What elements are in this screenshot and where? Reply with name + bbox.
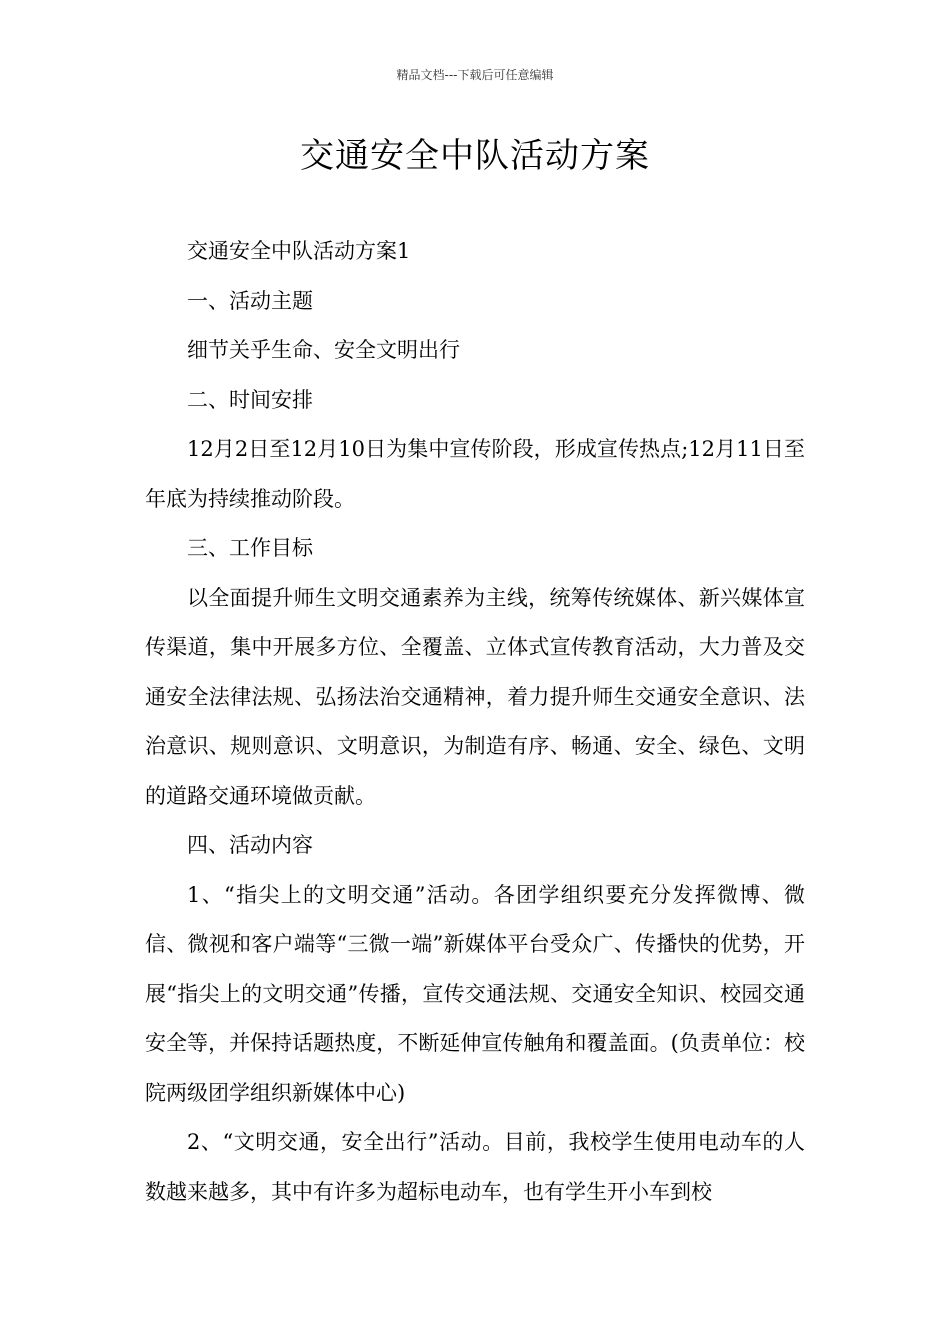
document-body xyxy=(145,227,805,1217)
paragraph-activity-1: 1、“指尖上的文明交通”活动。各团学组织要充分发挥微博、微信、微视和客户端等“三微一端”新媒体平台受众广、传播快的优势，开展“指尖上的文明交通”传播，宣传交通法规、交通安全知识、校园交通安全等，并保持话题热度，不断延伸宣传触角和覆盖面。(负责单位：校院两级团学组织新媒体中心) xyxy=(145,882,805,1105)
section-heading-content: 四、活动内容 xyxy=(187,833,313,857)
section-heading-theme: 一、活动主题 xyxy=(187,288,313,313)
paragraph-goals: 以全面提升师生文明交通素养为主线，统筹传统媒体、新兴媒体宣传渠道，集中开展多方位、全覆盖、立体式宣传教育活动，大力普及交通安全法律法规、弘扬法治交通精神，着力提升师生交通安全意识、法治意识、规则意识、文明意识，为制造有序、畅通、安全、绿色、文明的道路交通环境做贡献。 xyxy=(145,585,805,808)
section-heading-goals: 三、工作目标 xyxy=(187,536,313,560)
paragraph-schedule: 12月2日至12月10日为集中宣传阶段，形成宣传热点;12月11日至年底为持续推动阶段。 xyxy=(145,437,805,511)
page-title: 交通安全中队活动方案 xyxy=(300,136,650,176)
paragraph-activity-2: 2、“文明交通，安全出行”活动。目前，我校学生使用电动车的人数越来越多，其中有许多为超标电动车，也有学生开小车到校 xyxy=(145,1130,805,1204)
paragraph-subtitle: 交通安全中队活动方案1 xyxy=(187,239,411,263)
section-heading-schedule: 二、时间安排 xyxy=(187,387,313,412)
header-note: 精品文档---下载后可任意编辑 xyxy=(396,68,554,82)
paragraph-theme: 细节关乎生命、安全文明出行 xyxy=(187,338,460,362)
